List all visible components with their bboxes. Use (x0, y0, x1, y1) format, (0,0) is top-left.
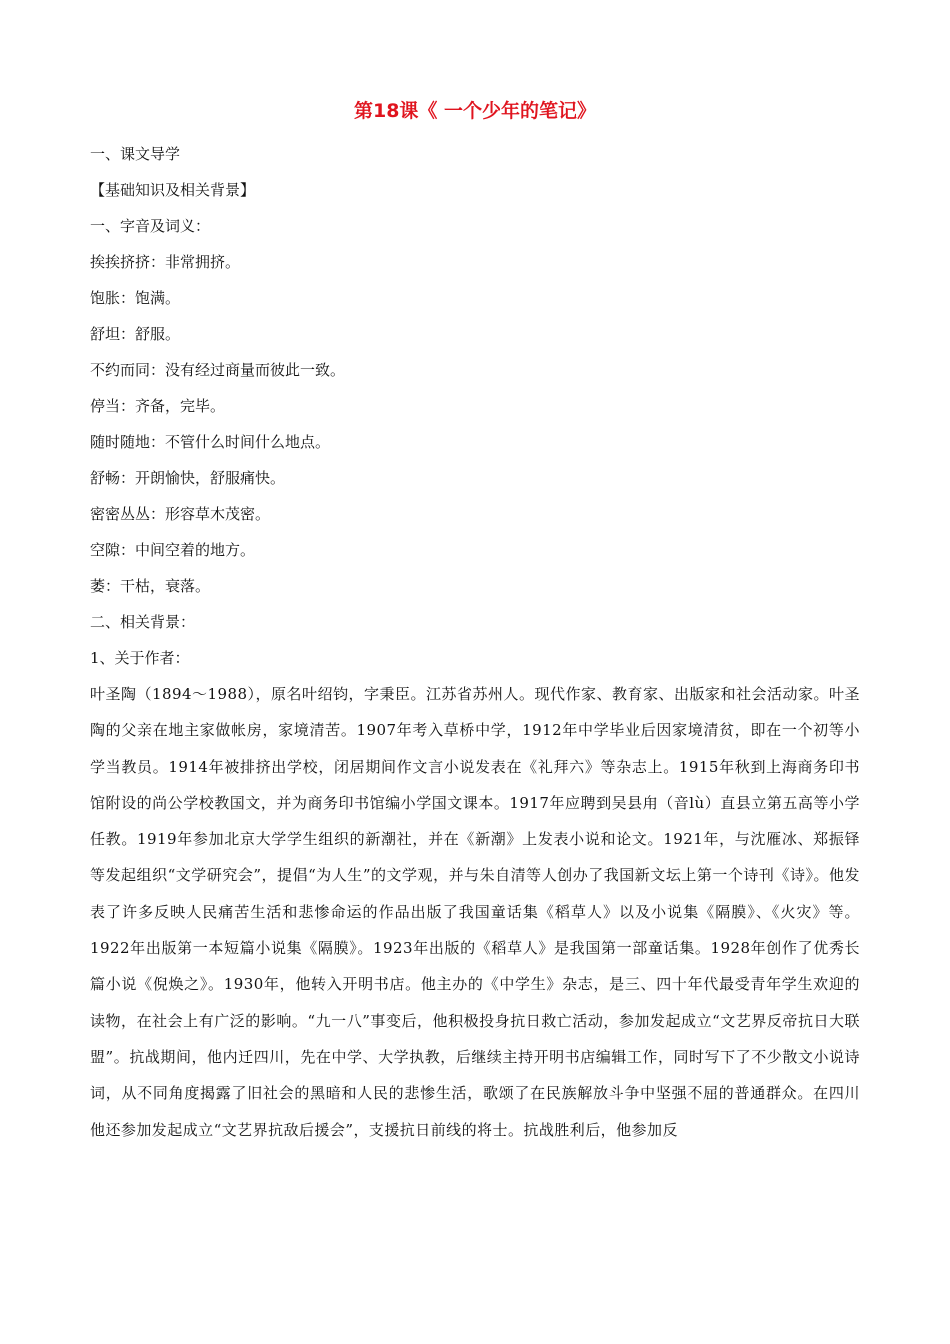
vocab-item: 空隙：中间空着的地方。 (90, 541, 256, 559)
section-heading-guide: 一、课文导学 (90, 145, 181, 163)
vocab-item: 舒畅：开朗愉快，舒服痛快。 (90, 469, 286, 487)
lesson-title: 第18课《 一个少年的笔记》 (353, 100, 597, 122)
vocab-item: 饱胀：饱满。 (90, 289, 181, 307)
section-heading-vocabulary: 一、字音及词义： (90, 217, 211, 235)
vocab-item: 舒坦：舒服。 (90, 325, 181, 343)
vocab-item: 萎：干枯，衰落。 (90, 577, 211, 595)
section-heading-background: 二、相关背景： (90, 613, 196, 631)
vocab-item: 随时随地：不管什么时间什么地点。 (90, 433, 331, 451)
section-heading-basics: 【基础知识及相关背景】 (90, 181, 256, 199)
vocab-item: 停当：齐备，完毕。 (90, 397, 226, 415)
subheading-author: 1、关于作者： (90, 649, 190, 667)
vocab-item: 不约而同：没有经过商量而彼此一致。 (90, 361, 346, 379)
vocab-item: 挨挨挤挤：非常拥挤。 (90, 253, 241, 271)
vocab-item: 密密丛丛：形容草木茂密。 (90, 505, 271, 523)
author-paragraph: 叶圣陶（1894～1988），原名叶绍钧，字秉臣。江苏省苏州人。现代作家、教育家、出版家和社会活动家。叶圣陶的父亲在地主家做帐房，家境清苦。1907年考入草桥中学，1912年中学毕业后因家境清贫，即在一个初等小学当教员。1914年被排挤出学校，闭居期间作文言小说发表在《礼拜六》等杂志上。1915年秋到上海商务印书馆附设的尚公学校教国文，并为商务印书馆编小学国文课本。1917年应聘到吴县甪（音lù）直县立第五高等小学任教。1919年参加北京大学学生组织的新潮社，并在《新潮》上发表小说和论文。1921年，与沈雁冰、郑振铎等发起组织“文学研究会”，提倡“为人生”的文学观，并与朱自清等人创办了我国新文坛上第一个诗刊《诗》。他发表了许多反映人民痛苦生活和悲惨命运的作品出版了我国童话集《稻草人》以及小说集《隔膜》、《火灾》等。1922年出版第一本短篇小说集《隔膜》。1923年出版的《稻草人》是我国第一部童话集。1928年创作了优秀长篇小说《倪焕之》。1930年，他转入开明书店。他主办的《中学生》杂志，是三、四十年代最受青年学生欢迎的读物，在社会上有广泛的影响。“九一八”事变后，他积极投身抗日救亡活动，参加发起成立“文艺界反帝抗日大联盟”。抗战期间，他内迁四川，先在中学、大学执教，后继续主持开明书店编辑工作，同时写下了不少散文小说诗词，从不同角度揭露了旧社会的黑暗和人民的悲惨生活，歌颂了在民族解放斗争中坚强不屈的普通群众。在四川他还参加发起成立“文艺界抗敌后援会”，支援抗日前线的将士。抗战胜利后，他参加反 (90, 685, 860, 1139)
document-page (90, 96, 860, 1148)
